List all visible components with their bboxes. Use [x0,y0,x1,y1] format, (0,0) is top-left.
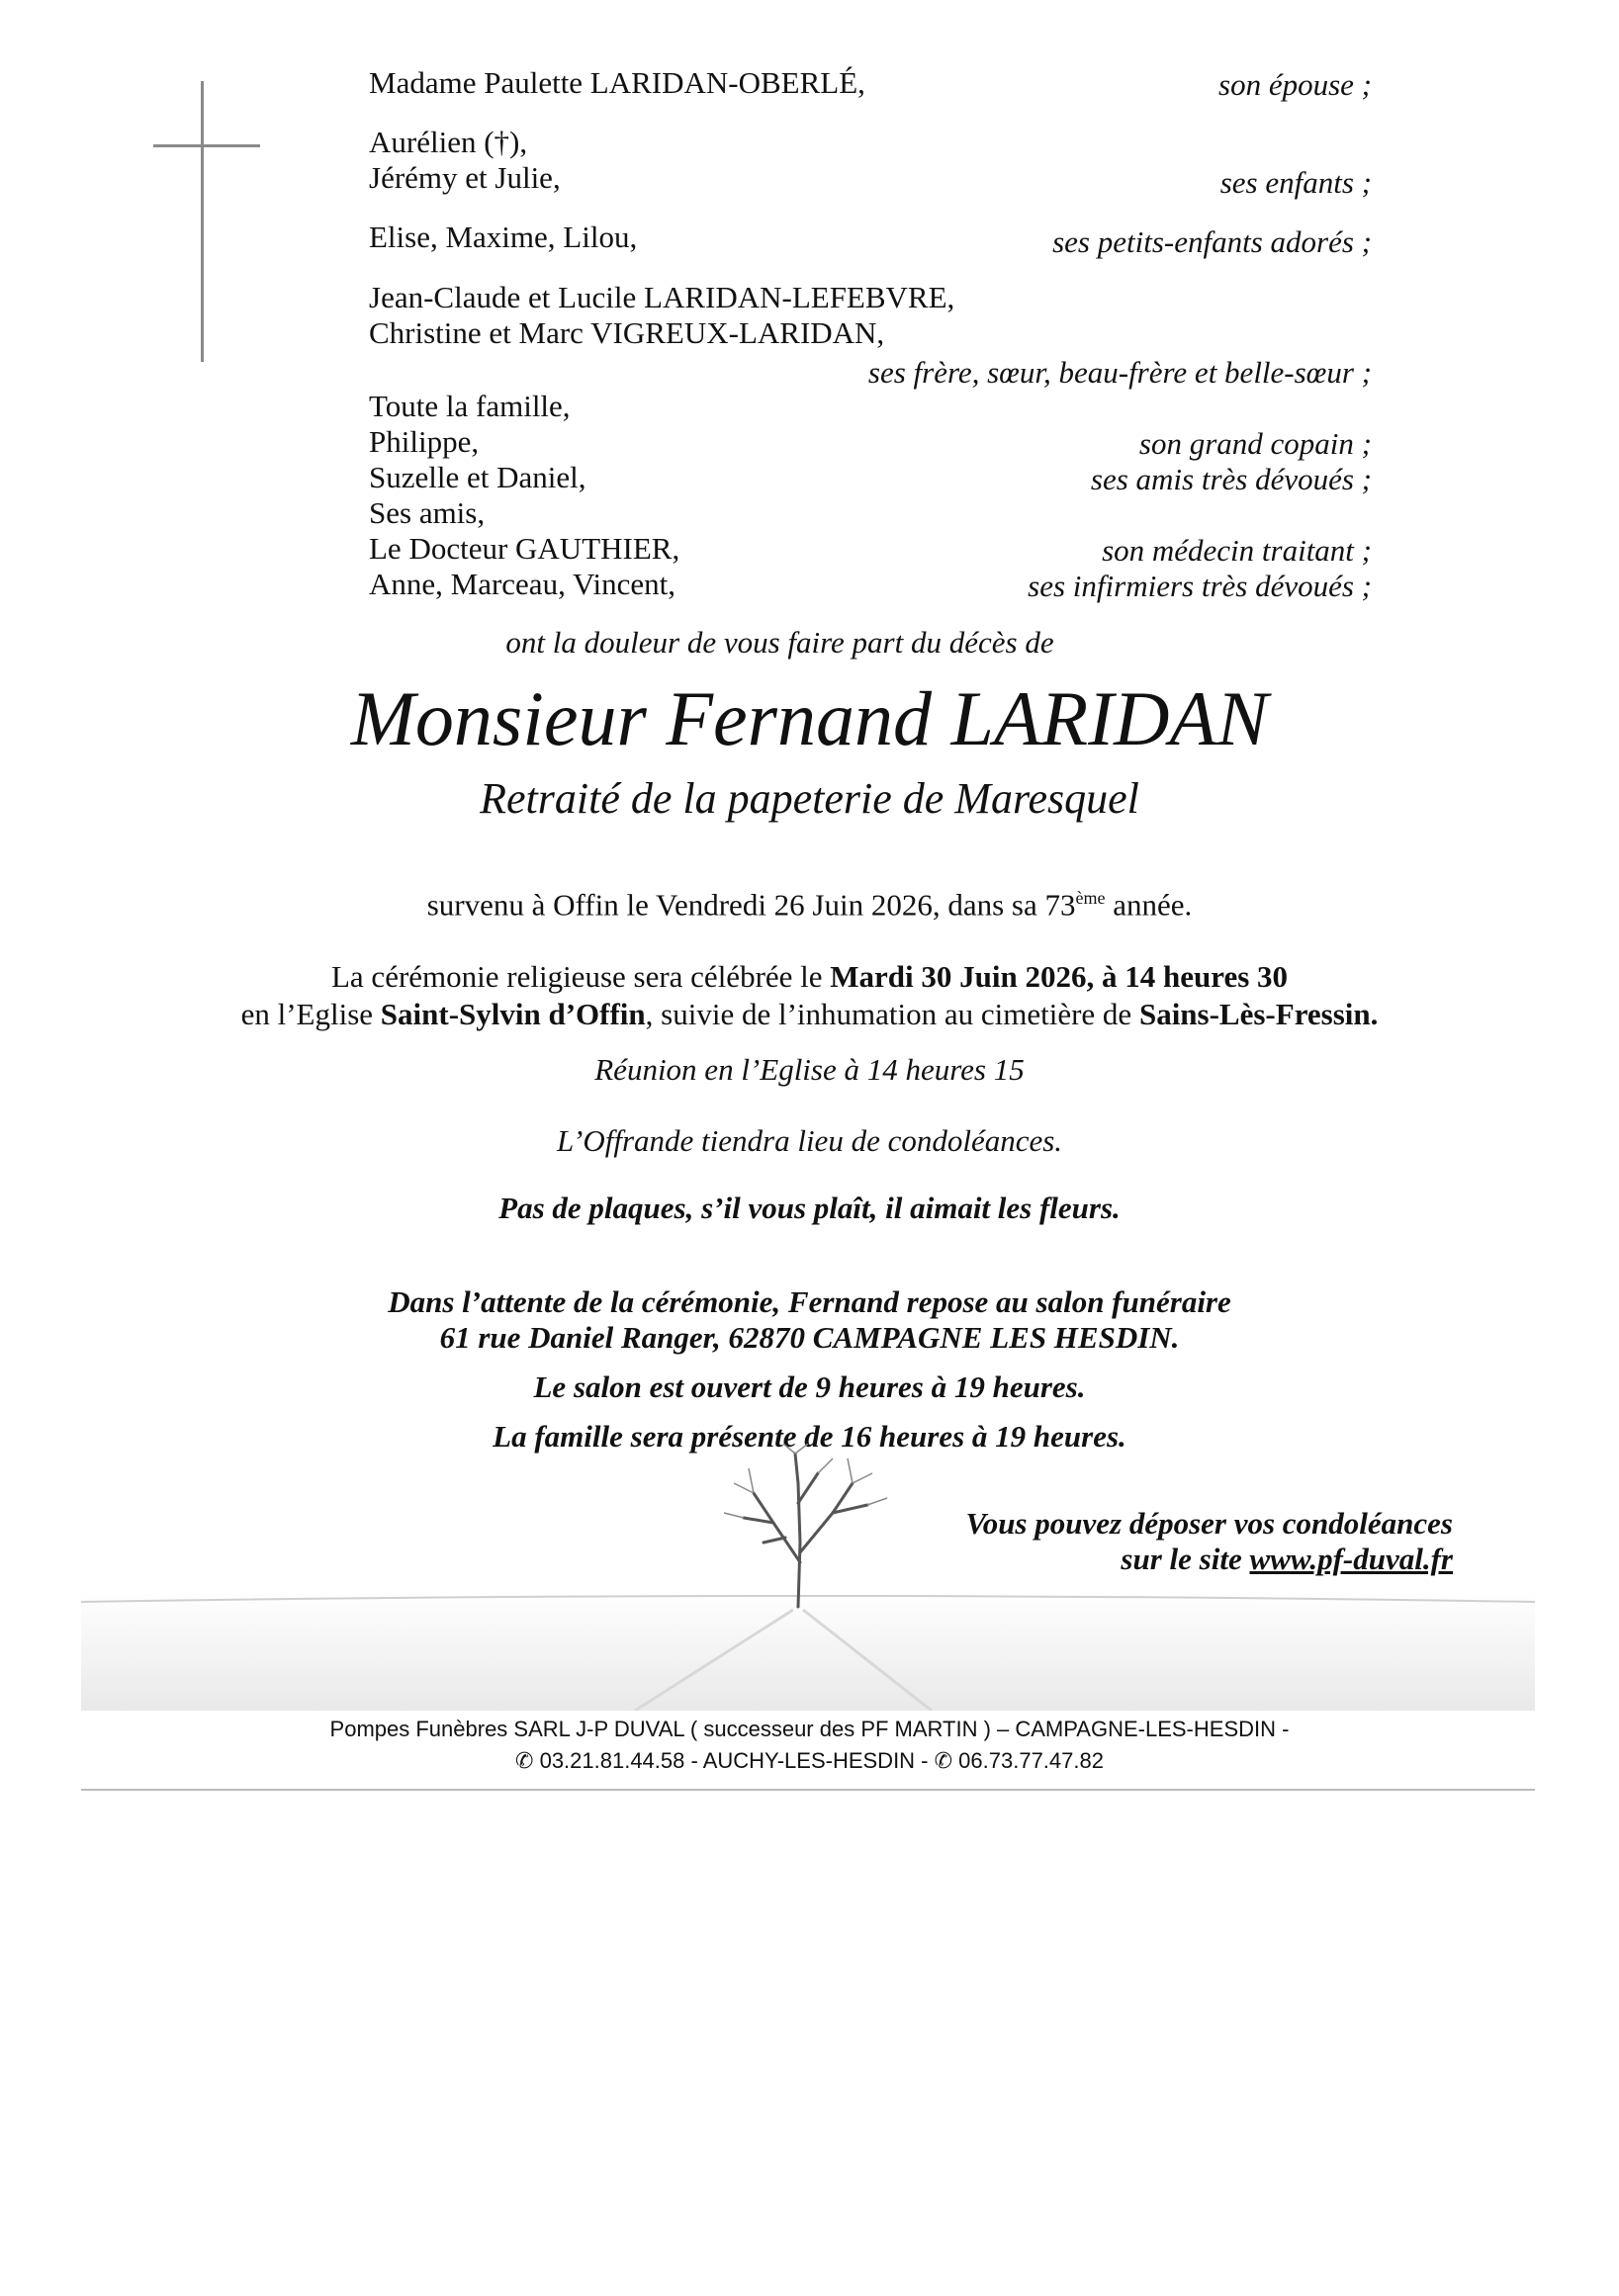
family-name: Philippe, [369,424,480,459]
deceased-name: Monsieur Fernand LARIDAN [350,675,1269,761]
deceased-subtitle: Retraité de la papeterie de Maresquel [480,774,1139,823]
family-relation: ses frère, sœur, beau-frère et belle-sœur ; [867,355,1372,390]
condoleances-line: Vous pouvez déposer vos condoléances [965,1506,1453,1541]
family-name: Jérémy et Julie, [369,160,561,195]
footer-phones: ✆ 03.21.81.44.58 - AUCHY-LES-HESDIN - ✆ 06.73.77.47.82 [515,1748,1104,1773]
condoleances-site: sur le site www.pf-duval.fr [1121,1542,1453,1576]
family-name: Jean-Claude et Lucile LARIDAN-LEFEBVRE, [369,280,955,314]
salon-address: 61 rue Daniel Ranger, 62870 CAMPAGNE LES HESDIN. [439,1320,1180,1355]
ceremony-line-1: La cérémonie religieuse sera célébrée le Mardi 30 Juin 2026, à 14 heures 30 [330,959,1289,994]
cross-icon-vertical [201,81,204,362]
family-relation: ses enfants ; [1219,165,1372,200]
website-link[interactable]: www.pf-duval.fr [1249,1542,1453,1576]
footer-company: Pompes Funèbres SARL J-P DUVAL ( successeur des PF MARTIN ) – CAMPAGNE-LES-HESDIN - [329,1717,1290,1741]
family-relation: ses petits-enfants adorés ; [1052,224,1372,259]
footer-divider [81,1789,1535,1791]
family-name: Anne, Marceau, Vincent, [369,567,676,601]
family-relation: son médecin traitant ; [1102,533,1372,568]
family-name: Christine et Marc VIGREUX-LARIDAN, [369,315,885,350]
ceremony-line-2: en l’Eglise Saint-Sylvin d’Offin, suivie de l’inhumation au cimetière de Sains-Lès-Fressin. [240,997,1379,1031]
family-hours: La famille sera présente de 16 heures à 19 heures. [493,1419,1126,1454]
offrande-text: L’Offrande tiendra lieu de condoléances. [556,1123,1063,1158]
family-name: Suzelle et Daniel, [369,460,586,494]
death-line: survenu à Offin le Vendredi 26 Juin 2026, dans sa 73ème année. [426,887,1193,923]
family-relation: son épouse ; [1218,67,1372,102]
salon-line: Dans l’attente de la cérémonie, Fernand repose au salon funéraire [388,1284,1231,1319]
salon-hours: Le salon est ouvert de 9 heures à 19 heures. [533,1369,1086,1404]
family-name: Elise, Maxime, Lilou, [369,220,638,254]
family-name: Ses amis, [369,495,486,530]
cross-icon-horizontal [153,144,260,147]
family-relation: son grand copain ; [1138,426,1372,461]
family-relation: ses infirmiers très dévoués ; [1028,569,1372,603]
family-name: Madame Paulette LARIDAN-OBERLÉ, [369,65,865,100]
family-name: Aurélien (†), [369,125,528,159]
family-relation: ses amis très dévoués ; [1090,462,1372,496]
plaques-text: Pas de plaques, s’il vous plaît, il aimait les fleurs. [498,1191,1121,1225]
reunion-text: Réunion en l’Eglise à 14 heures 15 [594,1052,1025,1087]
family-name: Le Docteur GAUTHIER, [369,531,680,566]
family-name: Toute la famille, [369,389,571,423]
announce-text: ont la douleur de vous faire part du décès de [505,625,1054,660]
